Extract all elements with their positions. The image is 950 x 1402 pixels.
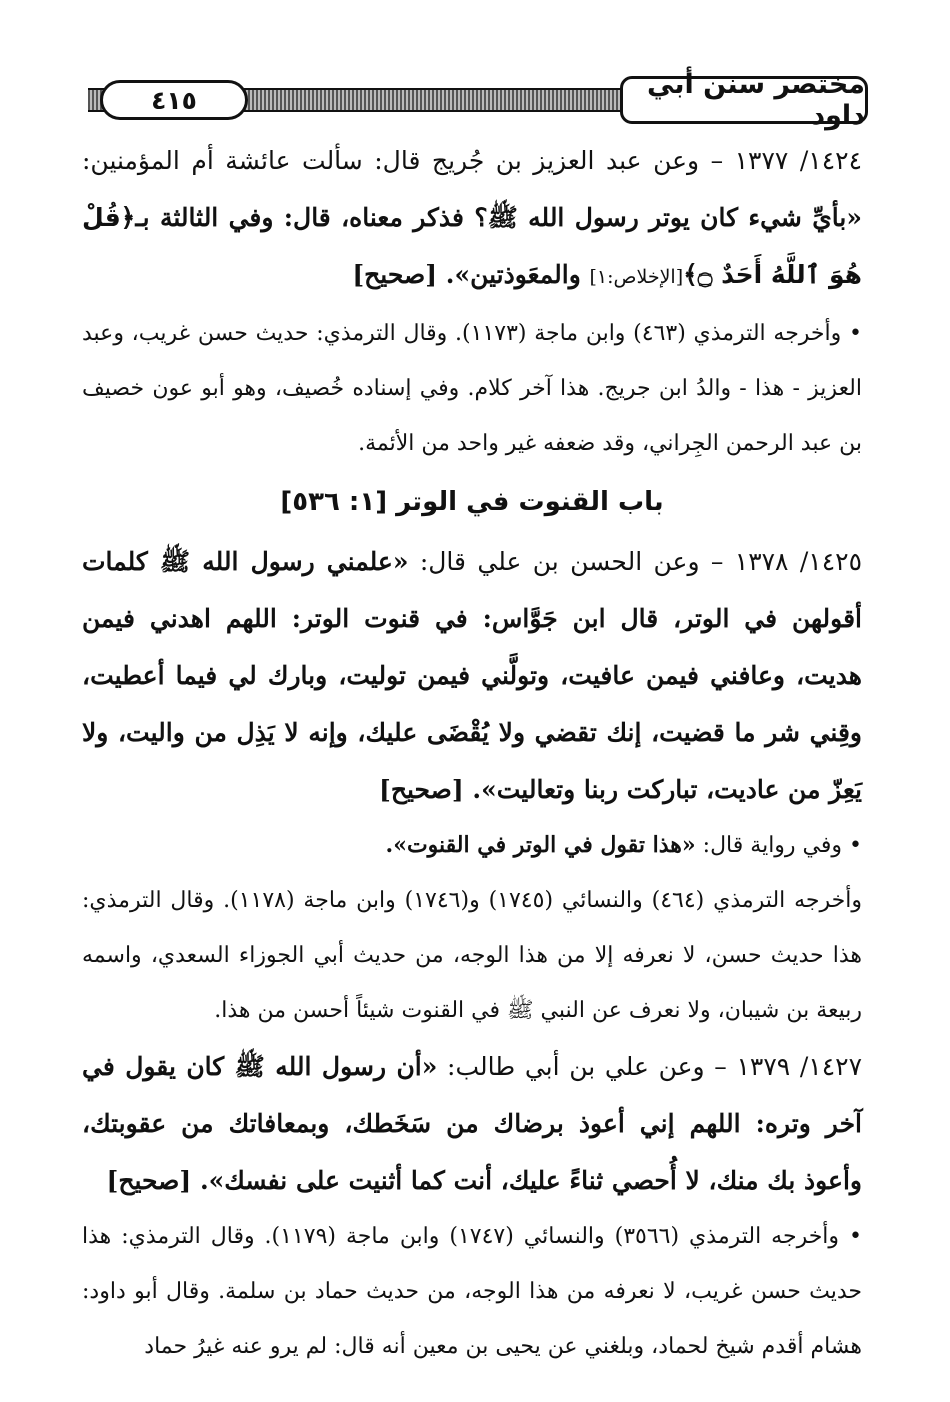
chapter-title: باب القنوت في الوتر [١: ٥٣٦] <box>280 487 664 517</box>
hadith-matn: «بأيِّ شيء كان يوتر رسول الله ﷺ؟ فذكر معناه، قال: وفي الثالثة بـ <box>135 203 862 232</box>
hadith-intro: وعن عبد العزيز بن جُريج قال: سألت عائشة أم المؤمنين: <box>82 146 711 175</box>
hadith-grade: [صحيح] <box>106 1166 192 1195</box>
hadith-number: ١٤٢٥/ ١٣٧٨ – <box>710 547 862 576</box>
hadith-matn-end: والمعَوذتين». <box>437 260 590 289</box>
note-1427: • وأخرجه الترمذي (٣٥٦٦) والنسائي (١٧٤٧) وابن ماجة (١١٧٩). وقال الترمذي: هذا حديث حسن غريب، لا نعرفه من هذا الوجه، من حديث حماد بن سلمة. وقال أبو داود: هشام أقدم شيخ لحماد، وبلغني عن يحيى بن معين أنه قال: لم يرو عنه غيرُ حماد <box>82 1224 862 1359</box>
hadith-number: ١٤٢٧/ ١٣٧٩ – <box>714 1052 862 1081</box>
riwaya-prefix: • وفي رواية قال: <box>695 833 862 858</box>
book-title: مختصر سنن أبي داود <box>620 76 868 124</box>
hadith-matn: «علمني رسول الله ﷺ كلمات أقولهن في الوتر، قال ابن جَوَّاس: في قنوت الوتر: اللهم اهدني فيمن هديت، وعافني فيمن عافيت، وتولَّني فيمن توليت، وبارك لي فيما أعطيت، وقِني شر ما قضيت، إنك تقضي ولا يُقْضَى عليك، وإنه لا يَذِل من واليت، ولا يَعِزّ من عاديت، تباركت ربنا وتعاليت». <box>82 547 862 804</box>
page-body <box>82 132 862 1374</box>
note-1425: وأخرجه الترمذي (٤٦٤) والنسائي (١٧٤٥) و(١٧٤٦) وابن ماجة (١١٧٨). وقال الترمذي: هذا حديث حسن، لا نعرفه إلا من هذا الوجه، من حديث أبي الجوزاء السعدي، واسمه ربيعة بن شيبان، ولا نعرف عن النبي ﷺ في القنوت شيئاً أحسن من هذا. <box>82 888 863 1023</box>
hadith-matn: «أن رسول الله ﷺ كان يقول في آخر وتره: اللهم إني أعوذ برضاك من سَخَطك، وبمعافاتك من عقوبتك، وأعوذ بك منك، لا أُحصي ثناءً عليك، أنت كما أثنيت على نفسك». <box>82 1052 862 1195</box>
hadith-1427 <box>82 1038 862 1209</box>
hadith-grade: [صحيح] <box>352 260 438 289</box>
page-number: ٤١٥ <box>100 80 248 120</box>
running-header <box>76 69 868 131</box>
hadith-intro: وعن علي بن أبي طالب: <box>437 1052 715 1081</box>
hadith-intro: وعن الحسن بن علي قال: <box>408 547 711 576</box>
quran-verse: ﴿قُلْ هُوَ ٱللَّهُ أَحَدٌ ۝﴾ <box>82 203 862 289</box>
note-1424: • وأخرجه الترمذي (٤٦٣) وابن ماجة (١١٧٣). وقال الترمذي: حديث حسن غريب، وعبد العزيز - هذا - والدُ ابن جريج. هذا آخر كلام. وفي إسناده خُصيف، وهو أبو عون خصيف بن عبد الرحمن الجِراني، وقد ضعفه غير واحد من الأئمة. <box>82 321 862 456</box>
riwaya-1425 <box>82 818 862 873</box>
riwaya-matn: «هذا تقول في الوتر في القنوت». <box>385 832 696 858</box>
hadith-number: ١٤٢٤/ ١٣٧٧ – <box>710 146 862 175</box>
hadith-1425 <box>82 533 862 818</box>
hadith-1424 <box>82 132 862 306</box>
verse-reference: [الإخلاص:١] <box>589 266 684 288</box>
hadith-grade: [صحيح] <box>379 775 464 804</box>
